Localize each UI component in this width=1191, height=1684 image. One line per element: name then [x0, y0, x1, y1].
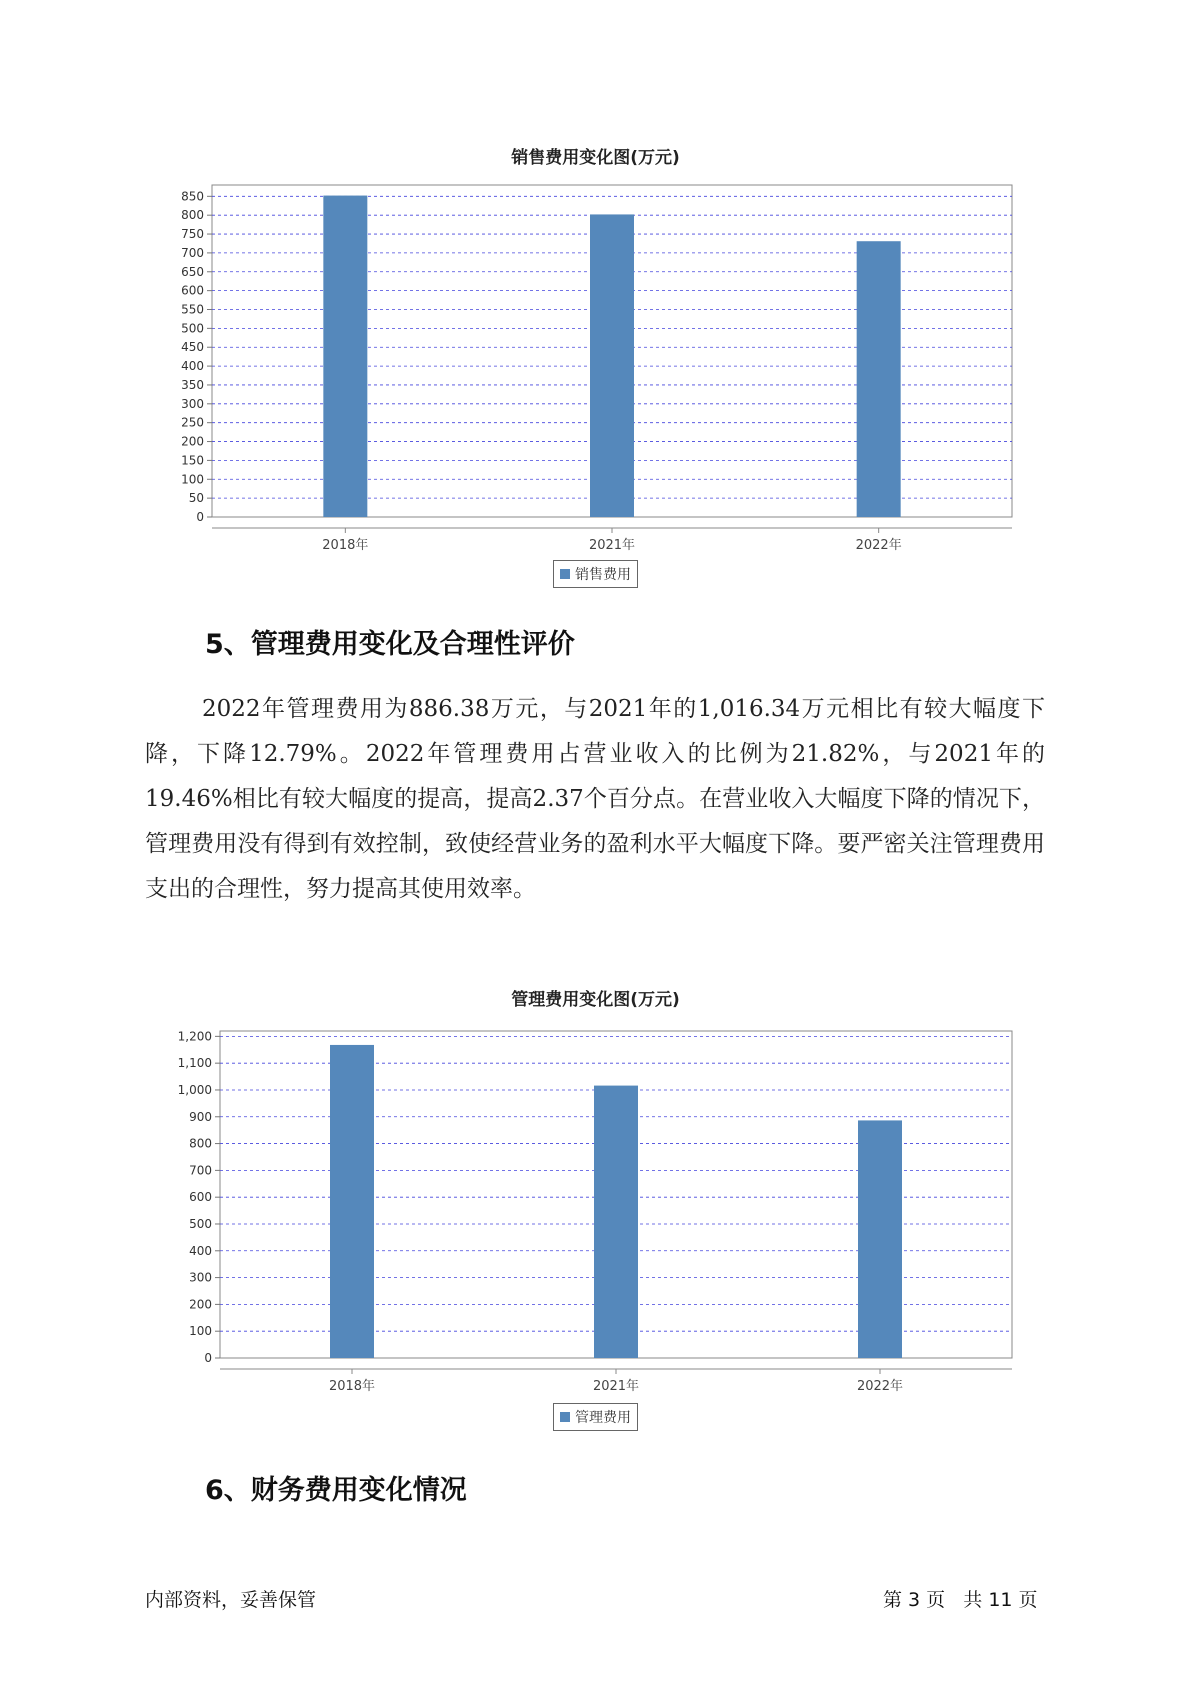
y-tick-label: 100 [181, 472, 204, 487]
y-tick-label: 150 [181, 453, 204, 468]
y-tick-label: 400 [181, 359, 204, 374]
y-tick-label: 50 [188, 491, 204, 506]
section6-heading: 6、财务费用变化情况 [205, 1475, 467, 1506]
legend-swatch [560, 1412, 570, 1422]
section5-heading: 5、管理费用变化及合理性评价 [205, 629, 575, 660]
x-tick-label: 2018年 [322, 538, 369, 553]
x-tick-label: 2022年 [855, 538, 902, 553]
y-tick-label: 300 [189, 1270, 212, 1285]
chart1-title: 销售费用变化图(万元) [511, 148, 680, 168]
y-tick-label: 700 [189, 1163, 212, 1178]
y-tick-label: 300 [181, 396, 204, 411]
x-tick-label: 2021年 [592, 1379, 640, 1392]
y-tick-label: 1,000 [177, 1082, 212, 1097]
chart2-title: 管理费用变化图(万元) [511, 990, 680, 1010]
y-tick-label: 0 [204, 1351, 212, 1365]
y-tick-label: 700 [181, 245, 204, 260]
footer-right: 第 3 页 共 11 页 [883, 1589, 1038, 1611]
y-tick-label: 800 [181, 208, 204, 223]
chart2-legend-label: 管理费用 [575, 1410, 631, 1426]
bar-2022年 [857, 241, 901, 517]
section5-paragraph [145, 687, 1045, 912]
y-tick-label: 750 [181, 227, 204, 242]
y-tick-label: 450 [181, 340, 204, 355]
y-tick-label: 400 [189, 1243, 212, 1258]
section5-text: 2022年管理费用为886.38万元，与2021年的1,016.34万元相比有较大幅度下降，下降12.79%。2022年管理费用占营业收入的比例为21.82%，与2021年的19.46%相比有较大幅度的提高，提高2.37个百分点。在营业收入大幅度下降的情况下，管理费用没有得到有效控制，致使经营业务的盈利水平大幅度下降。要严密关注管理费用支出的合理性，努力提高其使用效率。 [145, 696, 1045, 902]
bar-2018年 [330, 1045, 374, 1358]
y-tick-label: 550 [181, 302, 204, 317]
y-tick-label: 350 [181, 377, 204, 392]
y-tick-label: 650 [181, 264, 204, 279]
y-tick-label: 200 [189, 1297, 212, 1312]
chart1-legend [553, 560, 638, 588]
legend-swatch [560, 569, 570, 579]
x-tick-label: 2018年 [328, 1379, 376, 1392]
bar-2022年 [858, 1120, 902, 1358]
y-tick-label: 100 [189, 1324, 212, 1339]
y-tick-label: 600 [189, 1190, 212, 1205]
y-tick-label: 200 [181, 434, 204, 449]
chart1-legend-label: 销售费用 [575, 567, 631, 583]
y-tick-label: 250 [181, 415, 204, 430]
bar-2021年 [594, 1086, 638, 1358]
y-tick-label: 600 [181, 283, 204, 298]
x-tick-label: 2022年 [856, 1379, 904, 1392]
chart2-legend [553, 1403, 638, 1431]
y-tick-label: 900 [189, 1109, 212, 1124]
bar-2021年 [590, 214, 634, 517]
y-tick-label: 500 [189, 1216, 212, 1231]
y-tick-label: 1,200 [177, 1029, 212, 1044]
y-tick-label: 0 [196, 510, 204, 524]
x-tick-label: 2021年 [588, 538, 636, 553]
admin-expense-chart [0, 1012, 1191, 1392]
footer-left: 内部资料，妥善保管 [145, 1589, 317, 1611]
y-tick-label: 500 [181, 321, 204, 336]
y-tick-label: 800 [189, 1136, 212, 1151]
bar-2018年 [323, 196, 367, 517]
sales-expense-chart [0, 170, 1191, 690]
y-tick-label: 1,100 [177, 1056, 212, 1071]
y-tick-label: 850 [181, 189, 204, 204]
